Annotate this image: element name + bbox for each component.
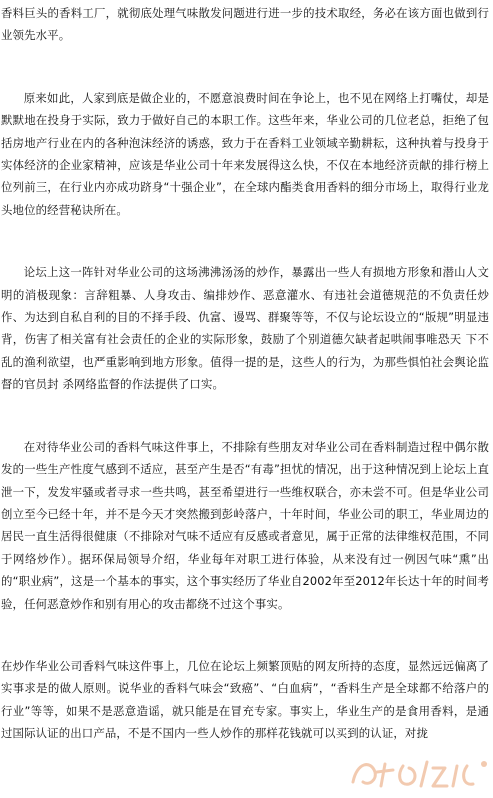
paragraph-3: 论坛上这一阵针对华业公司的这场沸沸汤汤的炒作，暴露出一些人有损地方形象和潜山人文明的消极现象：言辞粗暴、人身攻击、编排炒作、恶意灌水、有违社会道德规范的不负责任炒作、为达到自私自利的目的不择手段、仇富、谩骂、群聚等等，不仅与论坛设立的“版规”明显违背，伤害了相关富有社会责任的企业的实际形象，鼓励了个别道德欠缺者起哄闹事唯恐天 下不乱的渔利欲望，也严重影响到地方形象。值得一提的是，这些人的行为，为那些惧怕社会舆论监督的官员封 杀网络监督的作法提供了口实。 <box>1 265 489 392</box>
paragraph-4: 在对待华业公司的香料气味这件事上，不排除有些朋友对华业公司在香料制造过程中偶尔散发的一些生产性度气感到不适应，甚至产生是否“有毒”担忧的情况，出于这种情况到上论坛上直泄一下，发发牢骚或者寻求一些共鸣，甚至希望进行一些维权联合，亦未尝不可。但是华业公司创立至今已经十年，并不是今天才突然搬到彭岭落户，十年时间，华业公司的职工，华业周边的居民一直生活得很健康（不排除对气味不适应有反感或者意见，属于正常的法律维权范围，不同于网络炒作）。据环保局领导介绍，华业每年对职工进行体验，从来没有过一例因气味“熏”出的“职业病”，这是一个基本的事实，这个事实经历了华业自2002年至2012年长达十年的时间考验，任何恶意炒作和别有用心的攻击都绕不过这个事实。 <box>1 439 489 611</box>
paragraph-1: 香料巨头的香料工厂，就彻底处理气味散发问题进行进一步的技术取经，务必在该方面也做到行业领先水平。 <box>1 6 489 43</box>
paragraph-5: 在炒作华业公司香料气味这件事上，几位在论坛上频繁顶贴的网友所持的态度，显然远远偏离了实事求是的做人原则。说华业的香料气味会“致癌”、“白血病”，“香料生产是全球都不给落户的行业”等等，如果不是恶意造谣，就只能是在冒充专家。事实上，华业生产的是食用香料，是通过国际认证的出口产品，不是不国内一些人炒作的那样花钱就可以买到的认证，对拢 <box>1 658 489 741</box>
paragraph-2: 原来如此，人家到底是做企业的，不愿意浪费时间在争论上，也不见在网络上打嘴仗，却是默默地在投身于实际，致力于做好自己的本职工作。这些年来，华业公司的几位老总，拒绝了包括房地产行业在内的各种泡沫经济的诱惑，致力于在香料工业领域辛勤耕耘，这种执着与投身于实体经济的企业家精神，应该是华业公司十年来发展得这么快，不仅在本地经济贡献的排行榜上位列前三，在行业内亦成功跻身“十强企业”，在全球内酯类食用香料的细分市场上，取得行业龙头地位的经营秘诀所在。 <box>1 90 489 217</box>
